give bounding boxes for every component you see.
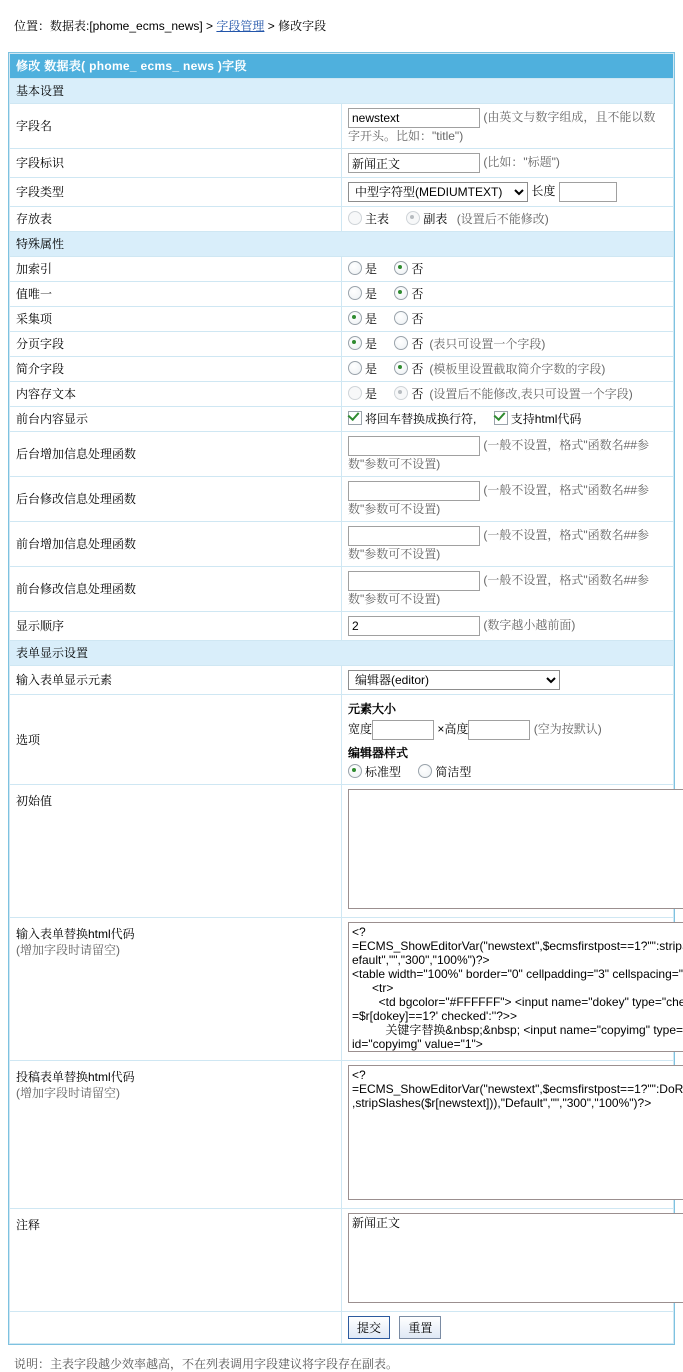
text-store-yes-label: 是 xyxy=(365,387,378,401)
editor-simple-option[interactable] xyxy=(418,764,471,780)
front-add-fn-cell xyxy=(342,522,674,567)
row-paging xyxy=(10,332,674,357)
text-store-label: 内容存文本 xyxy=(10,382,342,407)
checkbox-nl2br-icon[interactable] xyxy=(348,411,362,425)
field-title-hint: (比如："标题") xyxy=(483,155,560,170)
initial-value-cell xyxy=(342,785,674,918)
collect-no-option[interactable] xyxy=(394,311,423,327)
intro-hint: (模板里设置截取简介字数的字段) xyxy=(429,362,606,376)
row-front-mod-fn xyxy=(10,567,674,612)
field-name-label: 字段名 xyxy=(10,104,342,149)
back-mod-fn-label: 后台修改信息处理函数 xyxy=(10,477,342,522)
back-add-fn-input[interactable] xyxy=(348,436,480,456)
text-store-yes-option[interactable] xyxy=(348,386,377,402)
collect-yes-option[interactable] xyxy=(348,311,377,327)
unique-no-option[interactable] xyxy=(394,286,423,302)
store-sub-label: 副表 xyxy=(423,212,448,226)
editor-standard-option[interactable] xyxy=(348,764,401,780)
front-html-label: 支持html代码 xyxy=(510,412,582,426)
field-name-cell xyxy=(342,104,674,149)
footnote: 说明：主表字段越少效率越高，不在列表调用字段建议将字段存在副表。 xyxy=(14,1357,399,1371)
input-html-cell xyxy=(10,918,342,1061)
paging-label: 分页字段 xyxy=(10,332,342,357)
intro-no-label: 否 xyxy=(411,362,424,376)
row-store-table xyxy=(10,207,674,232)
times-sign: × xyxy=(437,722,445,737)
row-input-element xyxy=(10,666,674,695)
paging-yes-label: 是 xyxy=(365,337,378,351)
post-html-label: 投稿表单替换html代码 xyxy=(16,1070,135,1084)
unique-yes-label: 是 xyxy=(365,287,378,301)
input-element-label: 输入表单显示元素 xyxy=(10,666,342,695)
intro-yes-option[interactable] xyxy=(348,361,377,377)
front-add-fn-label: 前台增加信息处理函数 xyxy=(10,522,342,567)
field-type-label: 字段类型 xyxy=(10,178,342,207)
unique-label: 值唯一 xyxy=(10,282,342,307)
field-title-input[interactable] xyxy=(348,153,480,173)
actions-cell xyxy=(342,1312,674,1344)
options-label: 选项 xyxy=(10,695,342,785)
paging-no-label: 否 xyxy=(411,337,424,351)
front-nl2br-option[interactable] xyxy=(348,411,476,427)
field-title-label: 字段标识 xyxy=(10,149,342,178)
field-edit-form xyxy=(9,53,674,1344)
radio-paging-yes-icon[interactable] xyxy=(348,336,362,350)
section-form-display-label: 表单显示设置 xyxy=(10,641,674,666)
intro-no-option[interactable] xyxy=(394,361,423,377)
post-html-value-cell xyxy=(342,1061,674,1209)
options-cell xyxy=(342,695,674,785)
section-special-label: 特殊属性 xyxy=(10,232,674,257)
front-mod-fn-hint: (一般不设置，格式"函数名##参数"参数可不设置) xyxy=(348,573,649,606)
row-order xyxy=(10,612,674,641)
row-initial-value xyxy=(10,785,674,918)
radio-collect-yes-icon[interactable] xyxy=(348,311,362,325)
back-mod-fn-input[interactable] xyxy=(348,481,480,501)
row-unique xyxy=(10,282,674,307)
front-mod-fn-label: 前台修改信息处理函数 xyxy=(10,567,342,612)
radio-text-store-yes-icon[interactable] xyxy=(348,386,362,400)
paging-no-option[interactable] xyxy=(394,336,423,352)
text-store-cell xyxy=(342,382,674,407)
submit-button[interactable]: 提交 xyxy=(348,1316,390,1339)
input-html-label: 输入表单替换html代码 xyxy=(16,927,135,941)
field-name-input[interactable] xyxy=(348,108,480,128)
field-type-cell xyxy=(342,178,674,207)
row-comment xyxy=(10,1209,674,1312)
field-title-cell xyxy=(342,149,674,178)
length-label: 长度 xyxy=(531,184,556,199)
back-mod-fn-hint: (一般不设置，格式"函数名##参数"参数可不设置) xyxy=(348,483,649,516)
collect-cell xyxy=(342,307,674,332)
panel-title-bar xyxy=(10,54,674,79)
store-sub-option[interactable] xyxy=(406,211,447,227)
input-element-cell xyxy=(342,666,674,695)
unique-cell xyxy=(342,282,674,307)
radio-editor-simple-icon[interactable] xyxy=(418,764,432,778)
input-html-textarea[interactable] xyxy=(348,922,683,1052)
breadcrumb-prefix: 位置：数据表:[phome_ecms_news] > xyxy=(14,19,217,33)
section-basic xyxy=(10,79,674,104)
row-intro xyxy=(10,357,674,382)
text-store-hint: (设置后不能修改,表只可设置一个字段) xyxy=(429,387,633,401)
text-store-no-label: 否 xyxy=(411,387,424,401)
collect-yes-label: 是 xyxy=(365,312,378,326)
editor-style-title: 编辑器样式 xyxy=(348,746,409,760)
comment-textarea[interactable] xyxy=(348,1213,683,1303)
row-field-name xyxy=(10,104,674,149)
back-mod-fn-cell xyxy=(342,477,674,522)
height-label: 高度 xyxy=(444,722,469,737)
order-label: 显示顺序 xyxy=(10,612,342,641)
checkbox-html-icon[interactable] xyxy=(494,411,508,425)
index-no-label: 否 xyxy=(411,262,424,276)
radio-text-store-no-icon[interactable] xyxy=(394,386,408,400)
breadcrumb xyxy=(0,0,683,34)
radio-unique-no-icon[interactable] xyxy=(394,286,408,300)
row-back-add-fn xyxy=(10,432,674,477)
front-display-cell xyxy=(342,407,674,432)
post-html-sub: (增加字段时请留空) xyxy=(16,1086,120,1100)
element-height-input[interactable] xyxy=(468,720,530,740)
radio-unique-yes-icon[interactable] xyxy=(348,286,362,300)
editor-standard-label: 标准型 xyxy=(365,765,402,779)
radio-paging-no-icon[interactable] xyxy=(394,336,408,350)
unique-yes-option[interactable] xyxy=(348,286,377,302)
row-front-display xyxy=(10,407,674,432)
front-mod-fn-input[interactable] xyxy=(348,571,480,591)
radio-store-main-icon[interactable] xyxy=(348,211,362,225)
radio-index-yes-icon[interactable] xyxy=(348,261,362,275)
post-html-cell xyxy=(10,1061,342,1209)
radio-intro-no-icon[interactable] xyxy=(394,361,408,375)
store-main-option[interactable] xyxy=(348,211,389,227)
length-input[interactable] xyxy=(559,182,617,202)
store-table-label: 存放表 xyxy=(10,207,342,232)
front-nl2br-label: 将回车替换成换行符, xyxy=(365,412,477,426)
post-html-textarea[interactable] xyxy=(348,1065,683,1200)
editor-style-line xyxy=(348,764,667,780)
row-back-mod-fn xyxy=(10,477,674,522)
element-size-title: 元素大小 xyxy=(348,702,397,716)
size-hint: (空为按默认) xyxy=(533,722,602,737)
radio-index-no-icon[interactable] xyxy=(394,261,408,275)
field-edit-panel xyxy=(8,52,675,1345)
store-hint: (设置后不能修改) xyxy=(456,212,549,226)
collect-no-label: 否 xyxy=(411,312,424,326)
front-display-label: 前台内容显示 xyxy=(10,407,342,432)
front-add-fn-input[interactable] xyxy=(348,526,480,546)
back-add-fn-cell xyxy=(342,432,674,477)
radio-store-sub-icon[interactable] xyxy=(406,211,420,225)
initial-value-label: 初始值 xyxy=(10,785,342,918)
section-form-display xyxy=(10,641,674,666)
row-post-html xyxy=(10,1061,674,1209)
store-main-label: 主表 xyxy=(365,212,390,226)
row-collect xyxy=(10,307,674,332)
row-front-add-fn xyxy=(10,522,674,567)
intro-yes-label: 是 xyxy=(365,362,378,376)
radio-collect-no-icon[interactable] xyxy=(394,311,408,325)
order-input[interactable] xyxy=(348,616,480,636)
index-no-option[interactable] xyxy=(394,261,423,277)
reset-button[interactable]: 重置 xyxy=(399,1316,441,1339)
editor-simple-label: 简洁型 xyxy=(435,765,472,779)
row-field-title xyxy=(10,149,674,178)
order-cell xyxy=(342,612,674,641)
index-yes-option[interactable] xyxy=(348,261,377,277)
field-type-select[interactable] xyxy=(348,182,528,202)
back-add-fn-label: 后台增加信息处理函数 xyxy=(10,432,342,477)
input-element-select[interactable] xyxy=(348,670,560,690)
row-options xyxy=(10,695,674,785)
element-size-line xyxy=(348,720,667,740)
row-field-type xyxy=(10,178,674,207)
front-add-fn-hint: (一般不设置，格式"函数名##参数"参数可不设置) xyxy=(348,528,649,561)
width-label: 宽度 xyxy=(348,722,373,737)
breadcrumb-suffix: > 修改字段 xyxy=(264,19,327,33)
comment-cell xyxy=(342,1209,674,1312)
index-cell xyxy=(342,257,674,282)
paging-hint: (表只可设置一个字段) xyxy=(429,337,546,351)
order-hint: (数字越小越前面) xyxy=(483,618,576,633)
paging-yes-option[interactable] xyxy=(348,336,377,352)
collect-label: 采集项 xyxy=(10,307,342,332)
index-yes-label: 是 xyxy=(365,262,378,276)
front-html-option[interactable] xyxy=(494,411,582,427)
store-table-cell xyxy=(342,207,674,232)
input-html-value-cell xyxy=(342,918,674,1061)
row-index xyxy=(10,257,674,282)
back-add-fn-hint: (一般不设置，格式"函数名##参数"参数可不设置) xyxy=(348,438,649,471)
field-name-hint: (由英文与数字组成，且不能以数字开头。比如："title") xyxy=(348,110,656,143)
unique-no-label: 否 xyxy=(411,287,424,301)
row-text-store xyxy=(10,382,674,407)
row-actions xyxy=(10,1312,674,1344)
paging-cell xyxy=(342,332,674,357)
index-label: 加索引 xyxy=(10,257,342,282)
input-html-sub: (增加字段时请留空) xyxy=(16,943,120,957)
radio-intro-yes-icon[interactable] xyxy=(348,361,362,375)
section-basic-label: 基本设置 xyxy=(10,79,674,104)
text-store-no-option[interactable] xyxy=(394,386,423,402)
section-special xyxy=(10,232,674,257)
actions-spacer xyxy=(10,1312,342,1344)
radio-editor-standard-icon[interactable] xyxy=(348,764,362,778)
panel-title: 修改 数据表( phome_ ecms_ news )字段 xyxy=(10,54,674,79)
comment-label: 注释 xyxy=(10,1209,342,1312)
breadcrumb-link-field-manage[interactable]: 字段管理 xyxy=(216,19,265,33)
front-mod-fn-cell xyxy=(342,567,674,612)
element-width-input[interactable] xyxy=(372,720,434,740)
row-input-html xyxy=(10,918,674,1061)
initial-value-textarea[interactable] xyxy=(348,789,683,909)
intro-label: 简介字段 xyxy=(10,357,342,382)
intro-cell xyxy=(342,357,674,382)
